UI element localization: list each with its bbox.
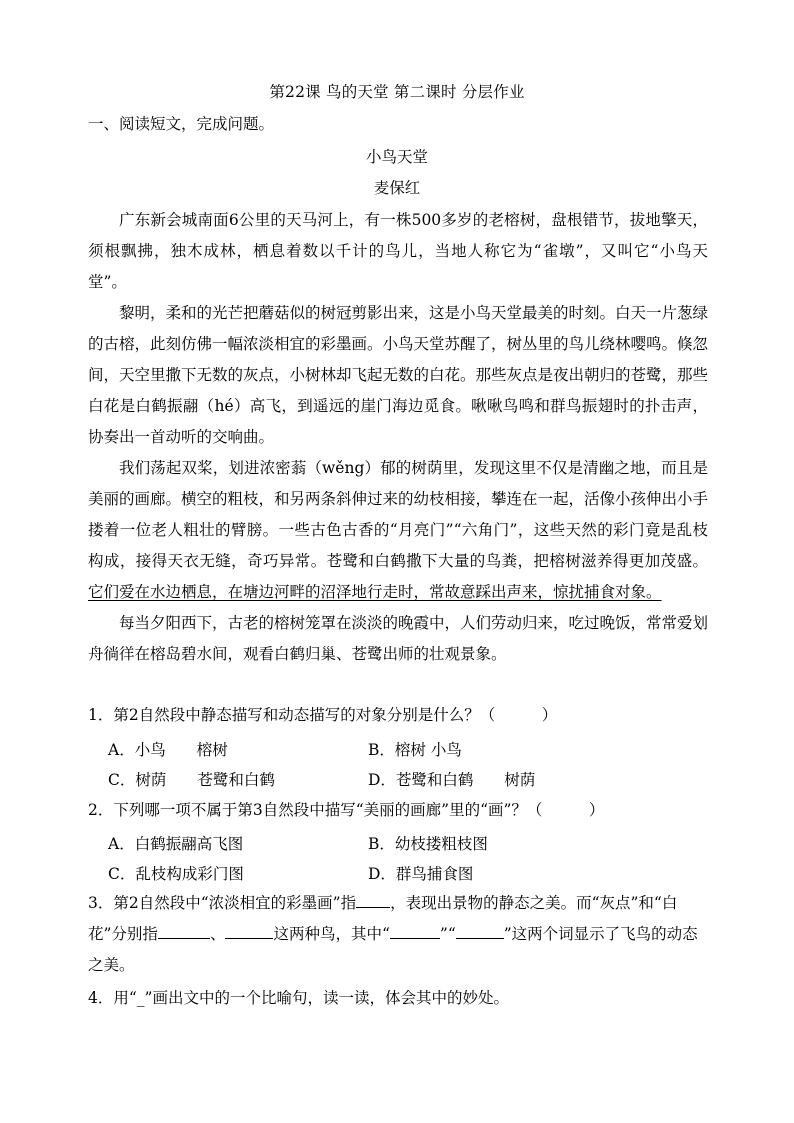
paragraph-2: 黎明，柔和的光芒把蘑菇似的树冠剪影出来，这是小鸟天堂最美的时刻。白天一片葱绿的古榕，此刻仿佛一幅浓淡相宜的彩墨画。小鸟天堂苏醒了，树丛里的鸟儿绕林嘤鸣。倏忽间，天空里撒下无数的灰点，小树林却飞起无数的白花。那些灰点是夜出朝归的苍鹭，那些白花是白鹤振翮（hé）高飞，到遥远的崖门海边觅食。啾啾鸟鸣和群鸟振翅时的扑击声，协奏出一首动听的交响曲。 bbox=[88, 304, 709, 446]
section-heading: 一、阅读短文，完成问题。 bbox=[88, 115, 275, 133]
paragraph-1: 广东新会城南面6公里的天马河上，有一株500多岁的老榕树，盘根错节，拔地擎天，须根飘拂，独木成林，栖息着数以千计的鸟儿，当地人称它为“雀墩”，又叫它“小鸟天堂”。 bbox=[88, 211, 708, 291]
q3-blank-2[interactable] bbox=[158, 922, 210, 939]
paragraph-4: 每当夕阳西下，古老的榕树笼罩在淡淡的晚霞中，人们劳动归来，吃过晚饭，常常爱划舟徜徉在榕岛碧水间，观看白鹤归巢、苍鹭出师的壮观景象。 bbox=[88, 614, 709, 663]
q3-text-4: 这两种鸟，其中“ bbox=[273, 925, 390, 943]
question-3 bbox=[88, 888, 713, 981]
passage-author: 麦保红 bbox=[373, 179, 421, 197]
q2-option-d: D．群鸟捕食图 bbox=[368, 865, 474, 883]
underlined-sentence: 它们爱在水边栖息，在塘边河畔的沼泽地行走时，常故意踩出声来，惊扰捕食对象。 bbox=[88, 583, 662, 601]
q2-option-b: B．幼枝搂粗枝图 bbox=[368, 835, 488, 853]
q3-text-3: 、 bbox=[209, 925, 226, 943]
q3-blank-1[interactable] bbox=[356, 891, 390, 908]
q3-text-6: ”这两个词显示了飞鸟的动态之美。 bbox=[88, 925, 698, 974]
page-title: 第22课 鸟的天堂 第二课时 分层作业 bbox=[269, 83, 525, 101]
q1-option-d: D．苍鹭和白鹤 树荫 bbox=[368, 771, 536, 789]
paragraph-3-text: 我们荡起双桨，划进浓密蓊（wěng）郁的树荫里，发现这里不仅是清幽之地，而且是美丽的画廊。横空的粗枝，和另两条斜伸过来的幼枝相接，攀连在一起，活像小孩伸出小手搂着一位老人粗壮的臂膀。一些古色古香的“月亮门”“六角门”，这些天然的彩门竟是乱枝构成，接得天衣无缝，奇巧异常。苍鹭和白鹤撒下大量的鸟粪，把榕树滋养得更加茂盛。 bbox=[88, 459, 709, 570]
passage-title: 小鸟天堂 bbox=[365, 148, 428, 166]
q2-option-c: C．乱枝构成彩门图 bbox=[108, 865, 244, 883]
paragraph-3 bbox=[88, 453, 708, 608]
q3-text-5: ”“ bbox=[439, 925, 456, 943]
q3-blank-5[interactable] bbox=[456, 922, 504, 939]
question-1: 1．第2自然段中静态描写和动态描写的对象分别是什么？（ ） bbox=[88, 706, 558, 724]
question-2: 2．下列哪一项不属于第3自然段中描写“美丽的画廊”里的“画”？（ ） bbox=[88, 801, 605, 819]
q1-option-c: C．树荫 苍鹭和白鹤 bbox=[108, 771, 275, 789]
question-4: 4．用“_”画出文中的一个比喻句，读一读，体会其中的妙处。 bbox=[88, 989, 509, 1007]
q3-text-1: 3．第2自然段中“浓淡相宜的彩墨画”指 bbox=[88, 894, 357, 912]
q1-option-a: A．小鸟 榕树 bbox=[108, 741, 228, 759]
q2-option-a: A．白鹤振翮高飞图 bbox=[108, 835, 244, 853]
reading-passage bbox=[88, 205, 708, 670]
q3-text-2: ，表现出景物的静态之美。而“灰点”和“白花”分别指 bbox=[88, 894, 678, 943]
q3-blank-4[interactable] bbox=[390, 922, 440, 939]
q1-option-b: B．榕树 小鸟 bbox=[368, 741, 462, 759]
q3-blank-3[interactable] bbox=[225, 922, 273, 939]
